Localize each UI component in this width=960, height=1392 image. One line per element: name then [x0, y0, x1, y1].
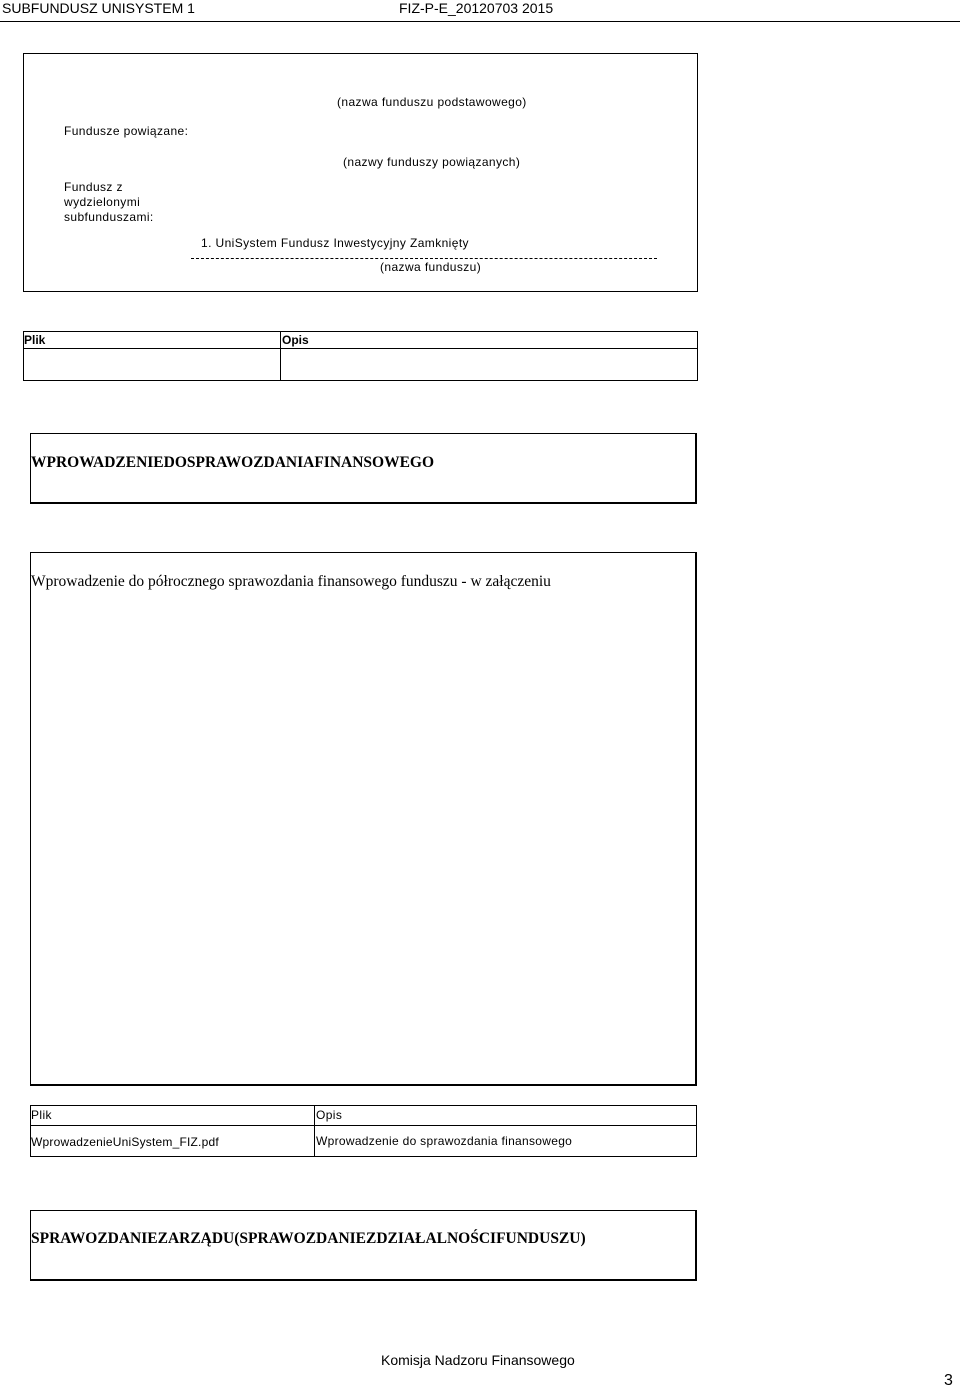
header-right: FIZ-P-E_20120703 2015 — [399, 0, 554, 16]
attachment-description: Wprowadzenie do sprawozdania finansowego — [316, 1134, 573, 1148]
column-header-file: Plik — [31, 1108, 52, 1122]
section-text-box — [30, 552, 697, 1086]
attachments-table — [23, 331, 698, 381]
fund-name-underline — [191, 258, 657, 259]
page-number: 3 — [944, 1372, 953, 1389]
subfund-label-line: subfunduszami: — [64, 210, 154, 224]
related-funds-caption: (nazwy funduszy powiązanych) — [343, 155, 521, 169]
attachment-file-link[interactable]: WprowadzenieUniSystem_FIZ.pdf — [31, 1135, 219, 1149]
fund-name-caption: (nazwa funduszu) — [380, 260, 482, 274]
table-column-divider — [314, 1105, 315, 1157]
table-header-divider — [30, 1125, 697, 1126]
subfund-label-line: Fundusz z — [64, 180, 123, 194]
header-left: SUBFUNDUSZ UNISYSTEM 1 — [2, 0, 195, 16]
table-header-divider — [23, 348, 698, 349]
fund-info-box — [23, 53, 698, 292]
subfund-label-line: wydzielonymi — [64, 195, 141, 209]
section-text: Wprowadzenie do półrocznego sprawozdania finansowego funduszu - w załączeniu — [31, 573, 551, 590]
related-funds-label: Fundusze powiązane: — [64, 124, 189, 138]
fund-entry: 1. UniSystem Fundusz Inwestycyjny Zamknięty — [201, 236, 469, 250]
section-title: SPRAWOZDANIEZARZĄDU(SPRAWOZDANIEZDZIAŁALNOŚCIFUNDUSZU) — [31, 1230, 586, 1247]
footer-organization: Komisja Nadzoru Finansowego — [381, 1352, 575, 1368]
base-fund-caption: (nazwa funduszu podstawowego) — [337, 95, 527, 109]
section-title: WPROWADZENIEDOSPRAWOZDANIAFINANSOWEGO — [31, 454, 435, 471]
table-column-divider — [280, 331, 281, 381]
column-header-file: Plik — [24, 333, 46, 347]
subfund-label — [64, 180, 154, 225]
attachments-table — [30, 1105, 697, 1157]
header-divider — [0, 21, 960, 22]
column-header-description: Opis — [282, 333, 309, 347]
column-header-description: Opis — [316, 1108, 343, 1122]
